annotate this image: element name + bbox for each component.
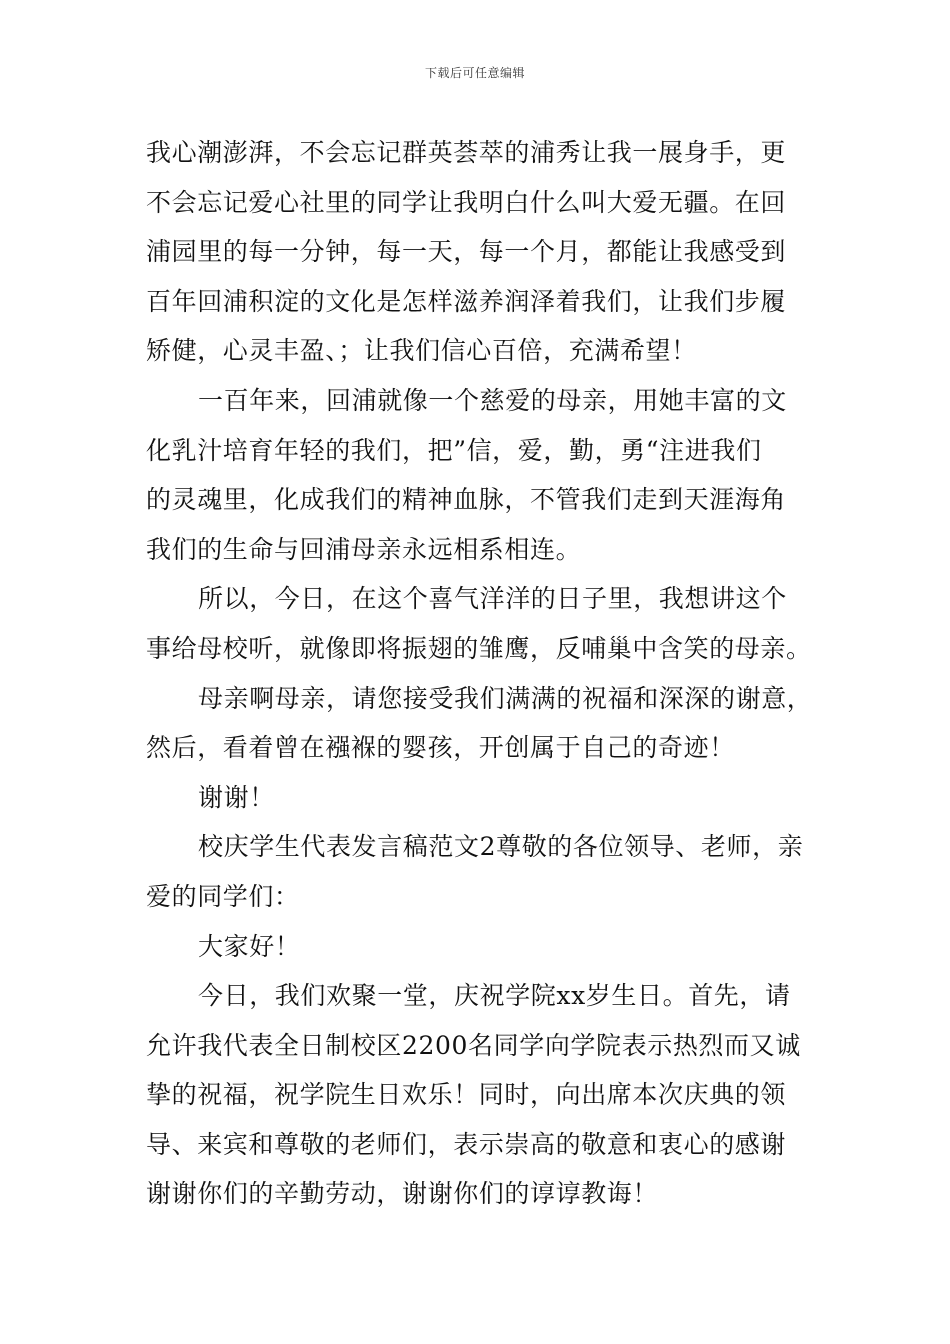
text-line: 不会忘记爱心社里的同学让我明白什么叫大爱无疆。在回 bbox=[146, 187, 787, 217]
text-line: 化乳汁培育年轻的我们，把”信，爱，勤，勇“注进我们 bbox=[146, 435, 762, 465]
text-line: 我心潮澎湃，不会忘记群英荟萃的浦秀让我一展身手，更 bbox=[146, 138, 787, 167]
text-line: 所以，今日，在这个喜气洋洋的日子里，我想讲这个 bbox=[198, 584, 787, 614]
text-line: 导、来宾和尊敬的老师们，表示崇高的敬意和衷心的感谢 bbox=[146, 1129, 787, 1159]
text-line: 谢谢你们的辛勤劳动，谢谢你们的谆谆教诲！ bbox=[146, 1179, 659, 1209]
text-line: 浦园里的每一分钟，每一天，每一个月，都能让我感受到 bbox=[146, 237, 787, 267]
text-line: 母亲啊母亲，请您接受我们满满的祝福和深深的谢意， bbox=[198, 683, 813, 713]
document-body bbox=[146, 128, 826, 1219]
text-line: 一百年来，回浦就像一个慈爱的母亲，用她丰富的文 bbox=[198, 385, 787, 415]
text-line: 矫健，心灵丰盈、；让我们信心百倍，充满希望！ bbox=[146, 336, 697, 366]
text-line: 校庆学生代表发言稿范文2尊敬的各位领导、老师，亲 bbox=[198, 832, 804, 862]
text-line: 今日，我们欢聚一堂，庆祝学院xx岁生日。首先，请 bbox=[198, 981, 791, 1011]
text-line: 挚的祝福，祝学院生日欢乐！同时，向出席本次庆典的领 bbox=[146, 1080, 787, 1110]
text-line: 大家好！ bbox=[198, 931, 301, 961]
text-line: 然后，看着曾在襁褓的婴孩，开创属于自己的奇迹！ bbox=[146, 733, 735, 763]
text-line: 的灵魂里，化成我们的精神血脉，不管我们走到天涯海角 bbox=[146, 485, 787, 515]
text-line: 百年回浦积淀的文化是怎样滋养润泽着我们，让我们步履 bbox=[146, 286, 787, 316]
text-line: 事给母校听，就像即将振翅的雏鹰，反哺巢中含笑的母亲。 bbox=[146, 633, 812, 663]
text-line: 我们的生命与回浦母亲永远相系相连。 bbox=[146, 534, 582, 564]
text-line: 爱的同学们： bbox=[146, 881, 300, 911]
page-header-note: 下载后可任意编辑 bbox=[424, 66, 525, 80]
text-line: 谢谢！ bbox=[198, 782, 275, 812]
text-line: 允许我代表全日制校区2200名同学向学院表示热烈而又诚 bbox=[146, 1030, 801, 1060]
